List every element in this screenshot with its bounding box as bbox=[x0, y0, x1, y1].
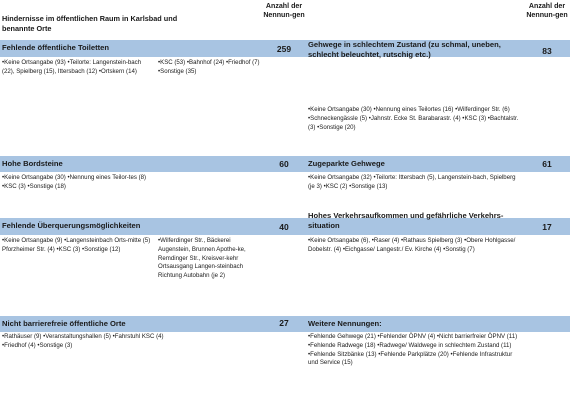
count-value: 83 bbox=[542, 46, 552, 56]
count-value: 27 bbox=[279, 318, 289, 328]
detail-text: •Fehlende Gehwege (21) •Fehlender ÖPNV (4) •Nicht barrierfreier ÖPNV (11) •Fehlende Radwege (18) •Radwege/ Waldwege in schlechtem Zustand (11) •Fehlende Sitzbänke (13) •Fehlende Parkplätze (20) •Fehlende Infrastruktur und Service (15) bbox=[308, 333, 518, 367]
count-value: 60 bbox=[279, 159, 289, 169]
category-label: Fehlende Überquerungsmöglichkeiten bbox=[2, 221, 141, 230]
count-value: 17 bbox=[542, 222, 552, 232]
count-value: 61 bbox=[542, 159, 552, 169]
detail-text: •Keine Ortsangabe (93) •Teilorte: Langenstein-bach (22), Spielberg (15), Ittersbach (12) •Ortskern (14) bbox=[2, 59, 142, 75]
category-label: Zugeparkte Gehwege bbox=[308, 159, 385, 168]
detail-text-secondary: •Wilferdinger Str., Bäckerei Augenstein, Brunnen Apothe-ke, Remdinger Str., Kreisver-kehr Ortsausgang Langen-steinbach Richtung Autobahn (je 2) bbox=[158, 237, 246, 280]
category-label: Gehwege in schlechtem Zustand (zu schmal, uneben, schlecht beleuchtet, rutschig etc.) bbox=[308, 40, 501, 59]
detail-text: •Keine Ortsangabe (30) •Nennung eines Teilortes (16) •Wilferdinger Str. (6) •Schneckengässle (5) •Jahnstr. Ecke St. Barabarastr. (4) •KSC (3) •Bachtalstr. (3) •Sonstige (20) bbox=[308, 106, 519, 131]
category-label: Hohes Verkehrsaufkommen und gefährliche Verkehrs-situation bbox=[308, 211, 504, 230]
table-title: Hindernisse im öffentlichen Raum in Karlsbad und benannte Orte bbox=[2, 14, 178, 33]
category-label: Weitere Nennungen: bbox=[308, 319, 382, 328]
category-label: Hohe Bordsteine bbox=[2, 159, 63, 168]
category-label: Nicht barrierefreie öffentliche Orte bbox=[2, 319, 126, 328]
count-column-header-right: Anzahl der Nennun-gen bbox=[526, 2, 568, 20]
detail-text: •Keine Ortsangabe (9) •Langensteinbach Orts-mitte (5) Pforzheimer Str. (4) •KSC (3) •Sonstige (12) bbox=[2, 237, 151, 253]
count-value: 259 bbox=[276, 44, 292, 54]
count-value: 40 bbox=[279, 222, 289, 232]
count-column-header-left: Anzahl der Nennun-gen bbox=[263, 2, 305, 20]
detail-text: •Keine Ortsangabe (32) •Teilorte: Ittersbach (5), Langenstein-bach, Spielberg (je 3) •KSC (2) •Sonstige (13) bbox=[308, 174, 516, 190]
detail-text: •Keine Ortsangabe (30) •Nennung eines Teilor-tes (8) •KSC (3) •Sonstige (18) bbox=[2, 174, 147, 190]
category-label: Fehlende öffentliche Toiletten bbox=[2, 43, 110, 52]
detail-text: •Keine Ortsangabe (6), •Raser (4) •Rathaus Spielberg (3) •Obere Hohlgasse/ Dobelstr. (4) •Eichgasse/ Langestr./ Ev. Kirche (4) •Sonstig (7) bbox=[308, 237, 516, 253]
detail-text-secondary: •KSC (53) •Bahnhof (24) •Friedhof (7) •Sonstige (35) bbox=[158, 59, 260, 75]
detail-text: •Rathäuser (9) •Veranstaltungshallen (5) •Fahrstuhl KSC (4) •Friedhof (4) •Sonstige (3) bbox=[2, 333, 164, 349]
